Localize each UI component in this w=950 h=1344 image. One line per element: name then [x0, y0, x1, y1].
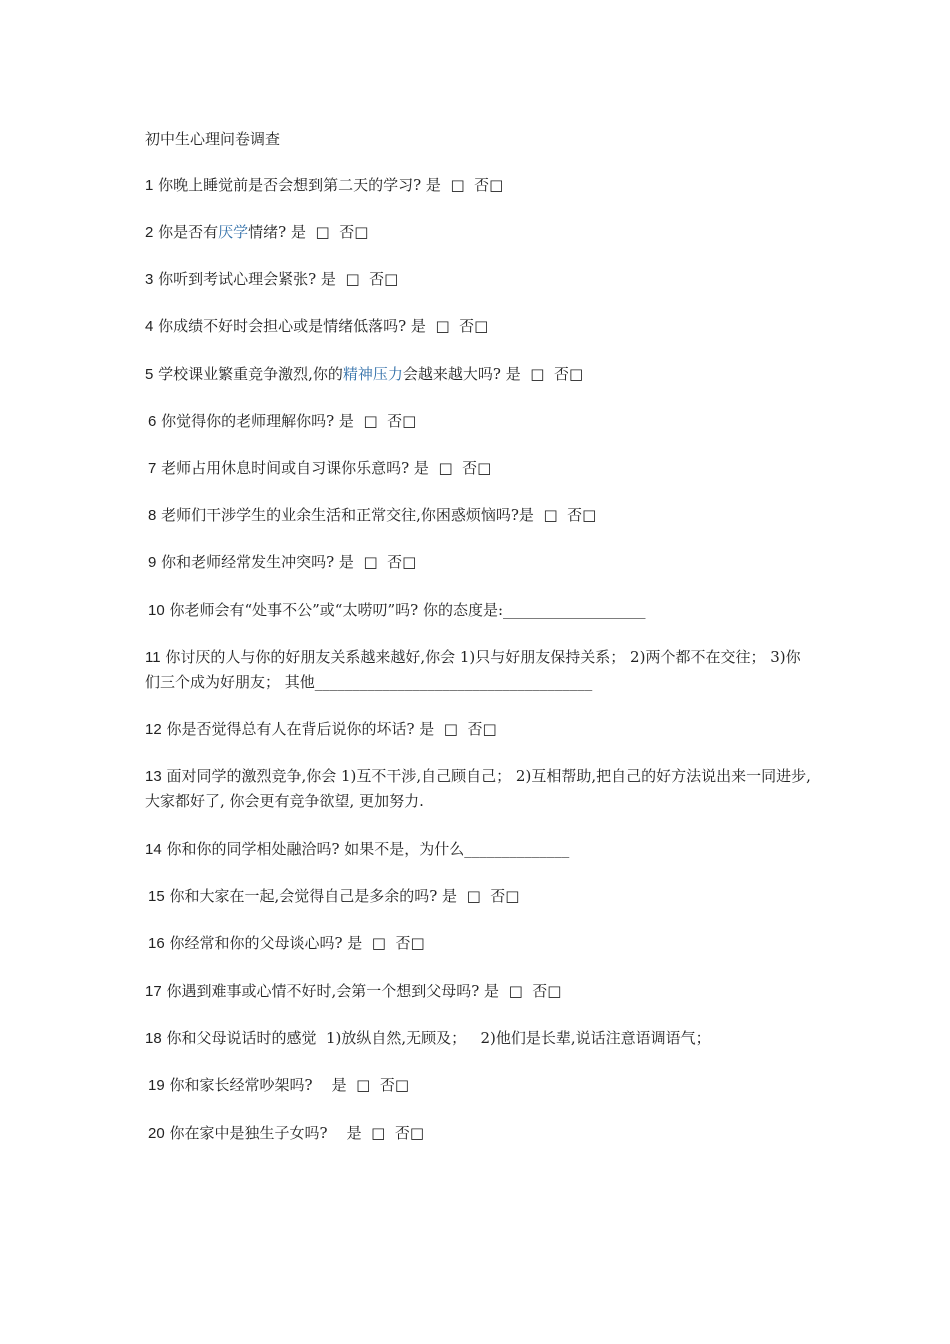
question-text: 你和大家在一起,会觉得自己是多余的吗? 是 □ 否□	[164, 887, 520, 905]
question-2	[145, 219, 368, 246]
question-number: 6	[148, 413, 157, 430]
question-text: 你在家中是独生子女吗? 是 □ 否□	[164, 1124, 424, 1142]
question-text: 你成绩不好时会担心或是情绪低落吗? 是 □ 否□	[153, 317, 489, 335]
question-number: 14	[145, 841, 162, 858]
question-20	[148, 1120, 424, 1147]
hyperlink-jingshen-yali[interactable]: 精神压力	[342, 365, 403, 383]
question-11	[145, 645, 815, 694]
question-16	[148, 930, 425, 957]
question-number: 12	[145, 721, 162, 738]
question-number: 18	[145, 1030, 162, 1047]
question-text: 老师占用休息时间或自习课你乐意吗? 是 □ 否□	[156, 459, 492, 477]
question-text-tail: 会越来越大吗? 是 □ 否□	[402, 365, 584, 383]
question-13	[145, 764, 815, 813]
question-number: 19	[148, 1077, 165, 1094]
question-text: 你是否有	[153, 223, 219, 241]
question-number: 20	[148, 1125, 165, 1142]
question-text-tail: 情绪? 是 □ 否□	[248, 223, 369, 241]
question-text: 你遇到难事或心情不好时,会第一个想到父母吗? 是 □ 否□	[161, 982, 562, 1000]
question-text: 你是否觉得总有人在背后说你的坏话? 是 □ 否□	[161, 720, 497, 738]
question-number: 9	[148, 554, 157, 571]
question-number: 7	[148, 460, 157, 477]
question-number: 4	[145, 318, 154, 335]
question-4	[145, 313, 488, 340]
question-17	[145, 978, 561, 1005]
question-8	[148, 502, 596, 529]
question-text: 老师们干涉学生的业余生活和正常交往,你困惑烦恼吗?是 □ 否□	[156, 506, 597, 524]
page-title: 初中生心理问卷调查	[145, 130, 281, 148]
question-7	[148, 455, 491, 482]
question-number: 16	[148, 935, 165, 952]
question-15	[148, 883, 519, 910]
question-number: 2	[145, 224, 154, 241]
question-12	[145, 716, 497, 743]
question-text: 你讨厌的人与你的好朋友关系越来越好,你会 1)只与好朋友保持关系； 2)两个都不在交往； 3)你们三个成为好朋友； 其他_____________________________________	[145, 648, 801, 691]
question-number: 11	[145, 649, 161, 666]
question-number: 5	[145, 366, 154, 383]
question-number: 17	[145, 983, 162, 1000]
question-5	[145, 361, 583, 388]
question-3	[145, 266, 398, 293]
question-number: 1	[145, 177, 154, 194]
question-text: 面对同学的激烈竞争,你会 1)互不干涉,自己顾自己； 2)互相帮助,把自己的好方法说出来一同进步,大家都好了, 你会更有竞争欲望, 更加努力.	[145, 767, 811, 810]
question-number: 13	[145, 768, 162, 785]
question-19	[148, 1072, 409, 1099]
question-18	[145, 1025, 711, 1052]
question-text: 你和老师经常发生冲突吗? 是 □ 否□	[156, 553, 417, 571]
question-number: 10	[148, 602, 165, 619]
question-text: 你经常和你的父母谈心吗? 是 □ 否□	[164, 934, 425, 952]
question-text: 你和家长经常吵架吗? 是 □ 否□	[164, 1076, 409, 1094]
question-text: 你和父母说话时的感觉 1)放纵自然,无顾及； 2)他们是长辈,说话注意语调语气；	[161, 1029, 711, 1047]
question-number: 8	[148, 507, 157, 524]
question-10	[148, 597, 646, 624]
question-text: 你晚上睡觉前是否会想到第二天的学习? 是 □ 否□	[153, 176, 504, 194]
question-text: 你听到考试心理会紧张? 是 □ 否□	[153, 270, 399, 288]
question-14	[145, 836, 569, 863]
question-text: 学校课业繁重竞争激烈,你的	[153, 365, 343, 383]
question-text: 你觉得你的老师理解你吗? 是 □ 否□	[156, 412, 417, 430]
question-1	[145, 172, 503, 199]
hyperlink-yanxue[interactable]: 厌学	[218, 223, 249, 241]
question-text: 你和你的同学相处融洽吗? 如果不是，为什么______________	[161, 840, 570, 858]
question-text: 你老师会有“处事不公”或“太唠叨”吗? 你的态度是:___________________	[164, 601, 646, 619]
question-number: 15	[148, 888, 165, 905]
question-9	[148, 549, 416, 576]
question-6	[148, 408, 416, 435]
question-number: 3	[145, 271, 154, 288]
